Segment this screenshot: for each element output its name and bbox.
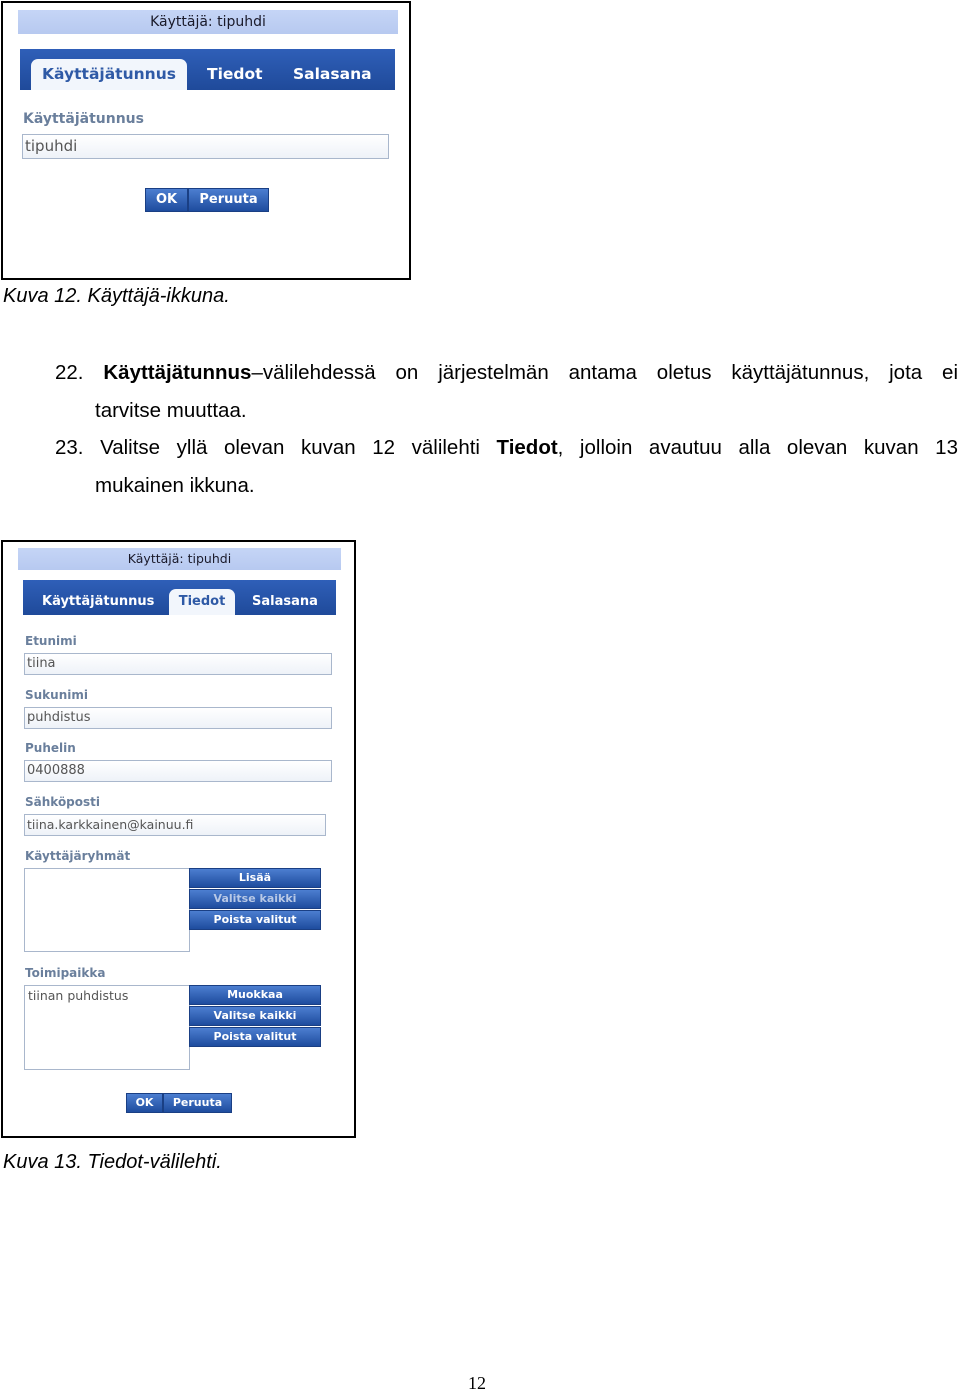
username-input[interactable]: tipuhdi <box>22 134 389 159</box>
tab-bar <box>23 580 336 615</box>
cancel-button[interactable]: Peruuta <box>163 1093 232 1113</box>
figure-12-screenshot <box>1 1 411 280</box>
window-title: Käyttäjä: tipuhdi <box>127 551 232 566</box>
groups-select-all-button[interactable]: Valitse kaikki <box>189 889 321 909</box>
location-select-all-button[interactable]: Valitse kaikki <box>189 1006 321 1026</box>
location-listbox[interactable] <box>24 985 190 1070</box>
tab-kayttajatunnus[interactable]: Käyttäjätunnus <box>31 59 187 90</box>
item-23-line-1 <box>55 429 958 467</box>
item-23-text-a: Valitse yllä olevan kuvan 12 välilehti <box>100 436 497 459</box>
location-edit-button[interactable]: Muokkaa <box>189 985 321 1005</box>
page-number: 12 <box>468 1373 486 1393</box>
item-22-line-2: tarvitse muuttaa. <box>95 399 247 422</box>
item-23-bold: Tiedot <box>496 436 558 459</box>
groups-add-button[interactable]: Lisää <box>189 868 321 888</box>
tab-bar <box>20 49 395 90</box>
figure-13-caption: Kuva 13. Tiedot-välilehti. <box>3 1151 222 1173</box>
groups-listbox[interactable] <box>24 868 190 952</box>
puhelin-label: Puhelin <box>25 741 76 755</box>
sukunimi-label: Sukunimi <box>25 688 88 702</box>
kayttajaryhmat-label: Käyttäjäryhmät <box>25 849 131 863</box>
tab-tiedot[interactable]: Tiedot <box>169 589 235 615</box>
figure-12-caption: Kuva 12. Käyttäjä-ikkuna. <box>3 285 230 307</box>
item-22-number: 22. <box>55 361 84 384</box>
item-23-number: 23. <box>55 436 84 459</box>
cancel-button[interactable]: Peruuta <box>188 188 269 212</box>
figure-13-screenshot <box>1 540 356 1138</box>
ok-button[interactable]: OK <box>126 1093 163 1113</box>
item-22-bold: Käyttäjätunnus <box>103 361 252 384</box>
item-23-text-b: , jolloin avautuu alla olevan kuvan 13 <box>557 436 958 459</box>
item-23 <box>55 429 958 505</box>
ok-button[interactable]: OK <box>145 188 188 212</box>
puhelin-input[interactable]: 0400888 <box>24 760 332 782</box>
item-22-text: –välilehdessä on järjestelmän antama oletus käyttäjätunnus, jota ei <box>251 361 958 384</box>
tab-salasana[interactable]: Salasana <box>252 594 318 609</box>
tab-kayttajatunnus[interactable]: Käyttäjätunnus <box>42 594 155 609</box>
item-23-line-2: mukainen ikkuna. <box>95 474 255 497</box>
etunimi-label: Etunimi <box>25 634 77 648</box>
sahkoposti-input[interactable]: tiina.karkkainen@kainuu.fi <box>24 814 326 836</box>
toimipaikka-label: Toimipaikka <box>25 966 106 980</box>
sukunimi-input[interactable]: puhdistus <box>24 707 332 729</box>
tab-salasana[interactable]: Salasana <box>293 65 372 83</box>
tab-tiedot[interactable]: Tiedot <box>207 65 263 83</box>
window-title: Käyttäjä: tipuhdi <box>150 14 266 30</box>
location-remove-selected-button[interactable]: Poista valitut <box>189 1027 321 1047</box>
etunimi-input[interactable]: tiina <box>24 653 332 675</box>
groups-remove-selected-button[interactable]: Poista valitut <box>189 910 321 930</box>
username-label: Käyttäjätunnus <box>23 111 144 127</box>
item-22 <box>55 354 958 430</box>
item-22-line-1 <box>55 354 958 392</box>
sahkoposti-label: Sähköposti <box>25 795 101 809</box>
location-list-item[interactable]: tiinan puhdistus <box>28 988 129 1003</box>
window-title-bar <box>18 10 398 34</box>
window-title-bar <box>18 548 341 570</box>
